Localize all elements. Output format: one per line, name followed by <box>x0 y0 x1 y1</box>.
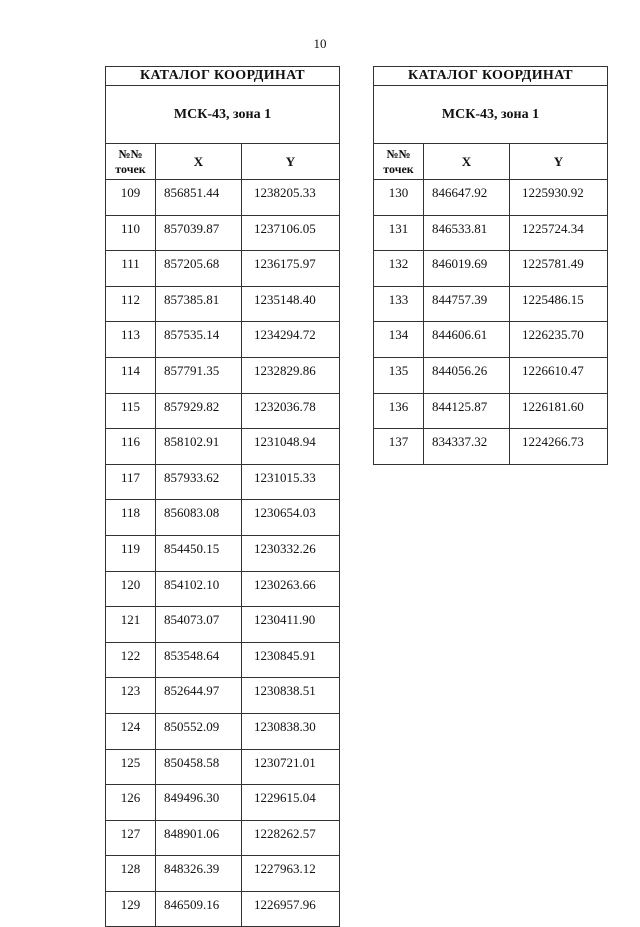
table-row <box>106 251 340 287</box>
point-number-cell: 132 <box>374 251 424 287</box>
x-coordinate-cell: 856851.44 <box>156 180 242 216</box>
table-row <box>374 393 608 429</box>
y-coordinate-cell: 1225486.15 <box>510 286 608 322</box>
header-point-number: №№ точек <box>374 144 424 180</box>
table-row <box>374 322 608 358</box>
x-coordinate-cell: 849496.30 <box>156 785 242 821</box>
x-coordinate-cell: 846509.16 <box>156 891 242 927</box>
y-coordinate-cell: 1224266.73 <box>510 429 608 465</box>
x-coordinate-cell: 857205.68 <box>156 251 242 287</box>
point-number-cell: 115 <box>106 393 156 429</box>
point-number-cell: 125 <box>106 749 156 785</box>
y-coordinate-cell: 1234294.72 <box>242 322 340 358</box>
table-row <box>374 429 608 465</box>
y-coordinate-cell: 1231015.33 <box>242 464 340 500</box>
table-row <box>106 785 340 821</box>
y-coordinate-cell: 1225724.34 <box>510 215 608 251</box>
point-number-cell: 114 <box>106 357 156 393</box>
x-coordinate-cell: 844757.39 <box>424 286 510 322</box>
table-row <box>106 286 340 322</box>
x-coordinate-cell: 844056.26 <box>424 357 510 393</box>
table-row <box>106 749 340 785</box>
table-row <box>374 215 608 251</box>
y-coordinate-cell: 1230838.30 <box>242 713 340 749</box>
point-number-cell: 109 <box>106 180 156 216</box>
x-coordinate-cell: 852644.97 <box>156 678 242 714</box>
point-number-cell: 112 <box>106 286 156 322</box>
table-row <box>374 251 608 287</box>
y-coordinate-cell: 1230654.03 <box>242 500 340 536</box>
table-row <box>374 357 608 393</box>
x-coordinate-cell: 850552.09 <box>156 713 242 749</box>
x-coordinate-cell: 850458.58 <box>156 749 242 785</box>
coordinate-catalog-right <box>373 66 608 465</box>
table-row <box>106 429 340 465</box>
header-x: X <box>424 144 510 180</box>
y-coordinate-cell: 1230845.91 <box>242 642 340 678</box>
y-coordinate-cell: 1237106.05 <box>242 215 340 251</box>
coordinate-catalog-left <box>105 66 340 927</box>
y-coordinate-cell: 1226957.96 <box>242 891 340 927</box>
y-coordinate-cell: 1230332.26 <box>242 535 340 571</box>
y-coordinate-cell: 1230411.90 <box>242 607 340 643</box>
x-coordinate-cell: 834337.32 <box>424 429 510 465</box>
point-number-cell: 110 <box>106 215 156 251</box>
x-coordinate-cell: 846533.81 <box>424 215 510 251</box>
x-coordinate-cell: 857929.82 <box>156 393 242 429</box>
table-row <box>106 500 340 536</box>
table-row <box>106 535 340 571</box>
x-coordinate-cell: 854450.15 <box>156 535 242 571</box>
y-coordinate-cell: 1227963.12 <box>242 856 340 892</box>
point-number-cell: 130 <box>374 180 424 216</box>
x-coordinate-cell: 857535.14 <box>156 322 242 358</box>
x-coordinate-cell: 856083.08 <box>156 500 242 536</box>
point-number-cell: 135 <box>374 357 424 393</box>
point-number-cell: 126 <box>106 785 156 821</box>
x-coordinate-cell: 848326.39 <box>156 856 242 892</box>
x-coordinate-cell: 857039.87 <box>156 215 242 251</box>
point-number-cell: 118 <box>106 500 156 536</box>
y-coordinate-cell: 1230263.66 <box>242 571 340 607</box>
x-coordinate-cell: 857791.35 <box>156 357 242 393</box>
header-y: Y <box>242 144 340 180</box>
header-point-number: №№ точек <box>106 144 156 180</box>
point-number-cell: 120 <box>106 571 156 607</box>
catalog-zone: МСК-43, зона 1 <box>374 86 608 144</box>
table-row <box>106 642 340 678</box>
point-number-cell: 133 <box>374 286 424 322</box>
table-row <box>106 571 340 607</box>
table-row <box>106 393 340 429</box>
catalog-zone: МСК-43, зона 1 <box>106 86 340 144</box>
table-row <box>106 856 340 892</box>
x-coordinate-cell: 846019.69 <box>424 251 510 287</box>
table-row <box>106 180 340 216</box>
y-coordinate-cell: 1226235.70 <box>510 322 608 358</box>
y-coordinate-cell: 1226610.47 <box>510 357 608 393</box>
table-row <box>374 286 608 322</box>
point-number-cell: 129 <box>106 891 156 927</box>
table-row <box>106 357 340 393</box>
table-row <box>106 891 340 927</box>
table-row <box>106 820 340 856</box>
x-coordinate-cell: 854073.07 <box>156 607 242 643</box>
table-row <box>106 322 340 358</box>
point-number-cell: 122 <box>106 642 156 678</box>
point-number-cell: 124 <box>106 713 156 749</box>
y-coordinate-cell: 1231048.94 <box>242 429 340 465</box>
table-row <box>106 678 340 714</box>
point-number-cell: 128 <box>106 856 156 892</box>
point-number-cell: 117 <box>106 464 156 500</box>
y-coordinate-cell: 1225930.92 <box>510 180 608 216</box>
catalog-title: КАТАЛОГ КООРДИНАТ <box>374 67 608 86</box>
header-y: Y <box>510 144 608 180</box>
point-number-cell: 127 <box>106 820 156 856</box>
y-coordinate-cell: 1238205.33 <box>242 180 340 216</box>
point-number-cell: 131 <box>374 215 424 251</box>
point-number-cell: 116 <box>106 429 156 465</box>
y-coordinate-cell: 1230721.01 <box>242 749 340 785</box>
x-coordinate-cell: 858102.91 <box>156 429 242 465</box>
point-number-cell: 137 <box>374 429 424 465</box>
x-coordinate-cell: 857385.81 <box>156 286 242 322</box>
point-number-cell: 136 <box>374 393 424 429</box>
point-number-cell: 123 <box>106 678 156 714</box>
x-coordinate-cell: 844606.61 <box>424 322 510 358</box>
y-coordinate-cell: 1235148.40 <box>242 286 340 322</box>
header-x: X <box>156 144 242 180</box>
point-number-cell: 119 <box>106 535 156 571</box>
table-row <box>106 713 340 749</box>
x-coordinate-cell: 857933.62 <box>156 464 242 500</box>
y-coordinate-cell: 1230838.51 <box>242 678 340 714</box>
x-coordinate-cell: 844125.87 <box>424 393 510 429</box>
point-number-cell: 113 <box>106 322 156 358</box>
x-coordinate-cell: 846647.92 <box>424 180 510 216</box>
point-number-cell: 111 <box>106 251 156 287</box>
y-coordinate-cell: 1236175.97 <box>242 251 340 287</box>
x-coordinate-cell: 854102.10 <box>156 571 242 607</box>
point-number-cell: 134 <box>374 322 424 358</box>
y-coordinate-cell: 1232829.86 <box>242 357 340 393</box>
table-row <box>106 464 340 500</box>
catalog-title: КАТАЛОГ КООРДИНАТ <box>106 67 340 86</box>
x-coordinate-cell: 848901.06 <box>156 820 242 856</box>
y-coordinate-cell: 1232036.78 <box>242 393 340 429</box>
table-row <box>106 215 340 251</box>
table-row <box>106 607 340 643</box>
table-row <box>374 180 608 216</box>
page-number: 10 <box>313 36 327 51</box>
y-coordinate-cell: 1226181.60 <box>510 393 608 429</box>
y-coordinate-cell: 1225781.49 <box>510 251 608 287</box>
y-coordinate-cell: 1228262.57 <box>242 820 340 856</box>
point-number-cell: 121 <box>106 607 156 643</box>
y-coordinate-cell: 1229615.04 <box>242 785 340 821</box>
x-coordinate-cell: 853548.64 <box>156 642 242 678</box>
